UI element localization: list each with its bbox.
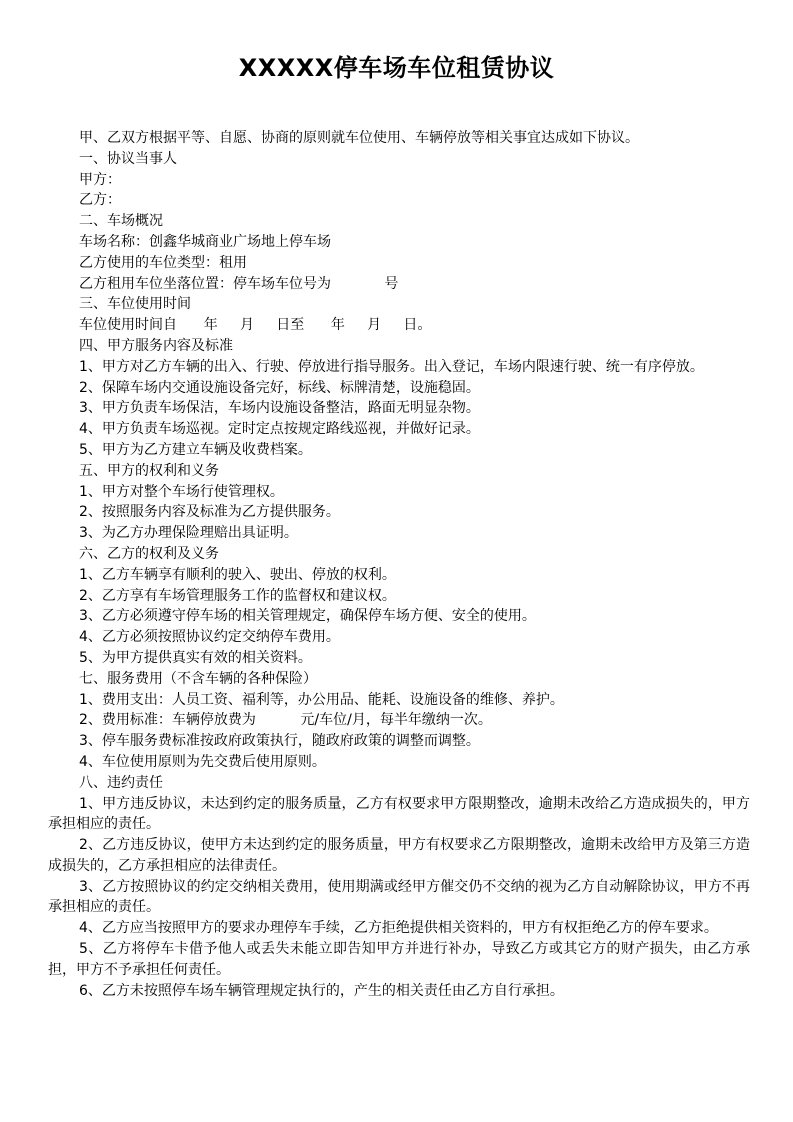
- clause-6-2: 2、乙方享有车场管理服务工作的监督权和建议权。: [79, 587, 396, 604]
- clause-5-2: 2、按照服务内容及标准为乙方提供服务。: [79, 504, 340, 521]
- party-a-line: 甲方：: [79, 171, 121, 188]
- clause-4-4: 4、甲方负责车场巡视。定时定点按规定路线巡视，并做好记录。: [79, 421, 480, 438]
- section-heading-8: 八、违约责任: [79, 774, 163, 791]
- clause-7-2: 2、费用标准：车辆停放费为 元/车位/月，每半年缴纳一次。: [79, 712, 492, 729]
- section-heading-3: 三、车位使用时间: [79, 296, 191, 313]
- clause-8-4: 4、乙方应当按照甲方的要求办理停车手续，乙方拒绝提供相关资料的，甲方有权拒绝乙方的停车要求。: [79, 920, 718, 937]
- section-heading-1: 一、协议当事人: [79, 150, 177, 167]
- clause-4-5: 5、甲方为乙方建立车辆及收费档案。: [79, 441, 312, 458]
- section-heading-2: 二、车场概况: [79, 213, 163, 230]
- clause-6-5: 5、为甲方提供真实有效的相关资料。: [79, 649, 312, 666]
- clause-7-1: 1、费用支出：人员工资、福利等，办公用品、能耗、设施设备的维修、养护。: [79, 691, 564, 708]
- clause-4-3: 3、甲方负责车场保洁，车场内设施设备整洁，路面无明显杂物。: [79, 400, 480, 417]
- clause-8-3: 3、乙方按照协议的约定交纳相关费用，使用期满或经甲方催交仍不交纳的视为乙方自动解除协议，甲方不再承担相应的责任。: [48, 878, 750, 916]
- clause-6-3: 3、乙方必须遵守停车场的相关管理规定，确保停车场方便、安全的使用。: [79, 608, 536, 625]
- clause-8-5: 5、乙方将停车卡借予他人或丢失未能立即告知甲方并进行补办，导致乙方或其它方的财产损失，由乙方承担，甲方不予承担任何责任。: [48, 941, 750, 978]
- section-heading-7: 七、服务费用（不含车辆的各种保险）: [79, 670, 317, 687]
- usage-period-line: 车位使用时间自 年 月 日至 年 月 日。: [79, 317, 432, 334]
- section-heading-4: 四、甲方服务内容及标准: [79, 337, 233, 354]
- parking-name-line: 车场名称：创鑫华城商业广场地上停车场: [79, 233, 331, 250]
- party-b-line: 乙方：: [79, 192, 121, 209]
- clause-8-1: 1、甲方违反协议，未达到约定的服务质量，乙方有权要求甲方限期整改，逾期未改给乙方造成损失的，甲方承担相应的责任。: [48, 795, 750, 833]
- document-body: [48, 128, 750, 1001]
- document-title: XXXXX停车场车位租赁协议: [238, 54, 555, 82]
- clause-5-3: 3、为乙方办理保险理赔出具证明。: [79, 525, 298, 542]
- clause-8-6: 6、乙方未按照停车场车辆管理规定执行的，产生的相关责任由乙方自行承担。: [79, 982, 564, 999]
- clause-7-3: 3、停车服务费标准按政府政策执行，随政府政策的调整而调整。: [79, 733, 480, 750]
- clause-6-4: 4、乙方必须按照协议约定交纳停车费用。: [79, 629, 340, 646]
- clause-4-1: 1、甲方对乙方车辆的出入、行驶、停放进行指导服务。出入登记，车场内限速行驶、统一有序停放。: [79, 358, 704, 375]
- clause-8-2: 2、乙方违反协议，使甲方未达到约定的服务质量，甲方有权要求乙方限期整改，逾期未改给甲方及第三方造成损失的，乙方承担相应的法律责任。: [48, 837, 750, 874]
- clause-5-1: 1、甲方对整个车场行使管理权。: [79, 483, 284, 500]
- space-location-line: 乙方租用车位坐落位置：停车场车位号为 号: [79, 275, 399, 292]
- clause-4-2: 2、保障车场内交通设施设备完好，标线、标牌清楚，设施稳固。: [79, 379, 480, 396]
- section-heading-6: 六、乙方的权利及义务: [79, 545, 219, 562]
- space-type-line: 乙方使用的车位类型：租用: [79, 254, 247, 271]
- section-heading-5: 五、甲方的权利和义务: [79, 462, 219, 479]
- clause-6-1: 1、乙方车辆享有顺利的驶入、驶出、停放的权利。: [79, 566, 396, 583]
- clause-7-4: 4、车位使用原则为先交费后使用原则。: [79, 753, 326, 770]
- paragraph-intro: 甲、乙双方根据平等、自愿、协商的原则就车位使用、车辆停放等相关事宜达成如下协议。: [79, 130, 639, 146]
